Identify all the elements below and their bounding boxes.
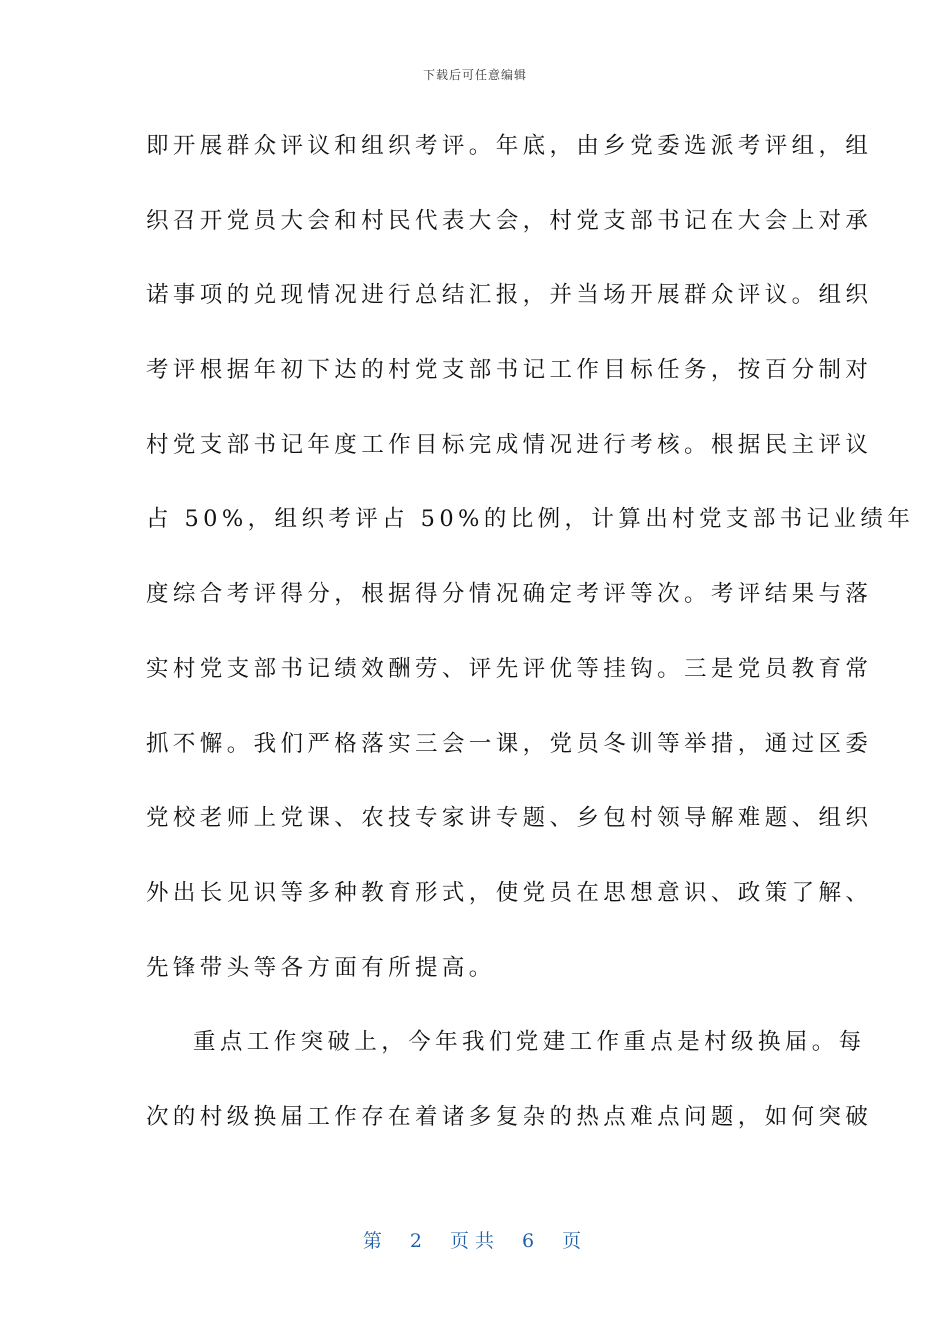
document-body <box>146 126 915 1172</box>
paragraph-first-line: 重点工作突破上，今年我们党建工作重点是村级换届。每 <box>193 1029 866 1056</box>
text-line: 外出长见识等多种教育形式，使党员在思想意识、政策了解、 <box>146 879 873 906</box>
text-line: 村党支部书记年度工作目标完成情况进行考核。根据民主评议 <box>146 431 873 458</box>
text-line: 党校老师上党课、农技专家讲专题、乡包村领导解难题、组织 <box>146 805 873 832</box>
text-line: 考评根据年初下达的村党支部书记工作目标任务，按百分制对 <box>146 357 873 384</box>
document-header-note: 下载后可任意编辑 <box>422 68 527 82</box>
text-line: 实村党支部书记绩效酬劳、评先评优等挂钩。三是党员教育常 <box>146 655 873 682</box>
text-line: 即开展群众评议和组织考评。年底，由乡党委选派考评组，组 <box>146 133 873 159</box>
text-line: 占 50%，组织考评占 50%的比例，计算出村党支部书记业绩年 <box>146 506 915 533</box>
text-line: 抓不懈。我们严格落实三会一课，党员冬训等举措，通过区委 <box>146 730 873 757</box>
text-line: 度综合考评得分，根据得分情况确定考评等次。考评结果与落 <box>146 581 873 608</box>
page-number-footer: 第 2 页共 6 页 <box>362 1230 588 1252</box>
text-line: 先锋带头等各方面有所提高。 <box>146 954 496 981</box>
text-line: 次的村级换届工作存在着诸多复杂的热点难点问题，如何突破 <box>146 1103 873 1130</box>
text-line: 诺事项的兑现情况进行总结汇报，并当场开展群众评议。组织 <box>146 282 873 309</box>
text-line: 织召开党员大会和村民代表大会，村党支部书记在大会上对承 <box>146 207 873 234</box>
